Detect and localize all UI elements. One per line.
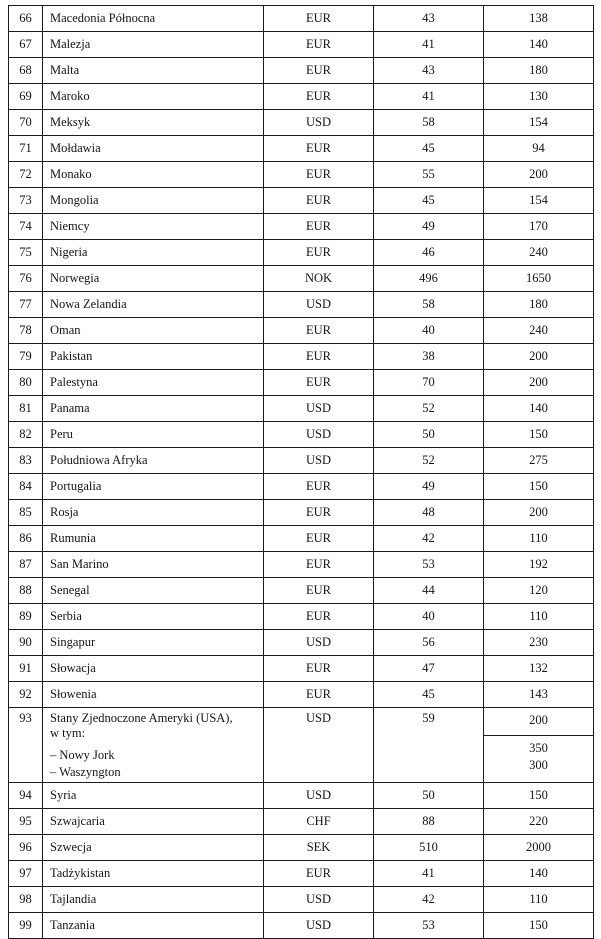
limit-country-value: 200 [484,708,593,736]
country-cell: Tanzania [43,913,264,939]
country-cell: Nowa Zelandia [43,292,264,318]
table-row [9,396,594,422]
table-row [9,266,594,292]
currency-cell: USD [264,708,374,783]
currency-cell: EUR [264,656,374,682]
allowance-cell: 56 [374,630,484,656]
allowance-cell: 44 [374,578,484,604]
row-number-cell: 73 [9,188,43,214]
limit-cell: 220 [484,809,594,835]
row-number-cell: 96 [9,835,43,861]
currency-cell: USD [264,783,374,809]
row-number-cell: 87 [9,552,43,578]
row-number-cell: 69 [9,84,43,110]
allowance-cell: 43 [374,6,484,32]
table-row [9,292,594,318]
limit-cell: 110 [484,526,594,552]
allowance-cell: 59 [374,708,484,783]
limit-cell: 230 [484,630,594,656]
table-row [9,887,594,913]
table-row [9,835,594,861]
allowance-cell: 45 [374,682,484,708]
limit-city-value: 300 [529,758,548,772]
currency-cell: SEK [264,835,374,861]
row-number-cell: 77 [9,292,43,318]
currency-cell: EUR [264,240,374,266]
country-cell: Serbia [43,604,264,630]
allowance-cell: 43 [374,58,484,84]
limit-cell: 130 [484,84,594,110]
allowance-cell: 41 [374,861,484,887]
currency-cell: EUR [264,500,374,526]
country-cell: Peru [43,422,264,448]
limit-cell: 150 [484,913,594,939]
currency-cell: USD [264,630,374,656]
limit-cell: 275 [484,448,594,474]
allowance-cell: 41 [374,84,484,110]
country-cell: Nigeria [43,240,264,266]
table-row [9,861,594,887]
allowance-cell: 50 [374,422,484,448]
row-number-cell: 75 [9,240,43,266]
allowance-cell: 42 [374,526,484,552]
allowance-cell: 49 [374,474,484,500]
row-number-cell: 79 [9,344,43,370]
limit-cell: 150 [484,783,594,809]
currency-cell: EUR [264,526,374,552]
limit-cell: 1650 [484,266,594,292]
limit-cell: 200 [484,500,594,526]
row-number-cell: 89 [9,604,43,630]
table-row [9,136,594,162]
country-cell: Meksyk [43,110,264,136]
limit-cell: 240 [484,240,594,266]
country-cell: Macedonia Północna [43,6,264,32]
allowance-cell: 48 [374,500,484,526]
country-cell: Portugalia [43,474,264,500]
row-number-cell: 91 [9,656,43,682]
limit-city-values [484,736,593,774]
country-cell: Niemcy [43,214,264,240]
row-number-cell: 99 [9,913,43,939]
allowance-cell: 53 [374,913,484,939]
currency-cell: EUR [264,604,374,630]
row-number-cell: 94 [9,783,43,809]
country-cell: Rosja [43,500,264,526]
currency-cell: USD [264,292,374,318]
currency-cell: EUR [264,578,374,604]
currency-cell: EUR [264,318,374,344]
row-number-cell: 93 [9,708,43,783]
country-cell: Maroko [43,84,264,110]
limit-cell: 140 [484,32,594,58]
currency-cell: EUR [264,6,374,32]
currency-cell: USD [264,422,374,448]
country-cell: Oman [43,318,264,344]
table-row [9,474,594,500]
limit-cell: 154 [484,110,594,136]
table-usa-section [9,708,594,783]
table-row [9,318,594,344]
allowance-cell: 38 [374,344,484,370]
country-cell: Szwecja [43,835,264,861]
table-row [9,370,594,396]
country-cell: Syria [43,783,264,809]
row-number-cell: 68 [9,58,43,84]
city-name: – Nowy Jork [50,748,115,762]
limit-cell: 192 [484,552,594,578]
country-cell: Mongolia [43,188,264,214]
row-number-cell: 84 [9,474,43,500]
row-number-cell: 90 [9,630,43,656]
table-row [9,344,594,370]
row-number-cell: 76 [9,266,43,292]
allowance-cell: 55 [374,162,484,188]
table-row-usa [9,708,594,783]
currency-cell: EUR [264,552,374,578]
limit-cell: 143 [484,682,594,708]
table-row [9,32,594,58]
limit-cell: 240 [484,318,594,344]
currency-cell: USD [264,887,374,913]
allowance-cell: 53 [374,552,484,578]
country-cell: Tajlandia [43,887,264,913]
table-row [9,448,594,474]
allowance-cell: 42 [374,887,484,913]
country-cell: Malezja [43,32,264,58]
limit-cell: 132 [484,656,594,682]
row-number-cell: 66 [9,6,43,32]
currency-cell: USD [264,913,374,939]
table-row [9,162,594,188]
limit-cell: 180 [484,58,594,84]
allowance-cell: 88 [374,809,484,835]
row-number-cell: 67 [9,32,43,58]
table-row [9,809,594,835]
country-cell: Mołdawia [43,136,264,162]
allowance-cell: 50 [374,783,484,809]
allowance-cell: 40 [374,318,484,344]
country-cell: Norwegia [43,266,264,292]
row-number-cell: 70 [9,110,43,136]
table-row [9,578,594,604]
currency-cell: EUR [264,370,374,396]
currency-cell: EUR [264,474,374,500]
allowance-cell: 45 [374,188,484,214]
country-cell: Rumunia [43,526,264,552]
table-row [9,240,594,266]
limit-cell: 138 [484,6,594,32]
limit-cell: 140 [484,396,594,422]
row-number-cell: 95 [9,809,43,835]
country-cell: Singapur [43,630,264,656]
currency-cell: USD [264,110,374,136]
country-cell: Malta [43,58,264,84]
table-row [9,84,594,110]
table-row [9,656,594,682]
limit-cell: 140 [484,861,594,887]
limit-cell: 110 [484,887,594,913]
per-diem-rates-table [8,5,594,939]
country-cell: San Marino [43,552,264,578]
limit-cell: 94 [484,136,594,162]
row-number-cell: 85 [9,500,43,526]
currency-cell: EUR [264,344,374,370]
currency-cell: EUR [264,32,374,58]
limit-cell: 200 [484,344,594,370]
table-rows-after-usa [9,783,594,939]
currency-cell: USD [264,396,374,422]
allowance-cell: 58 [374,110,484,136]
table-row [9,6,594,32]
currency-cell: EUR [264,162,374,188]
currency-cell: EUR [264,58,374,84]
country-cell: Palestyna [43,370,264,396]
country-cell: Panama [43,396,264,422]
currency-cell: USD [264,448,374,474]
allowance-cell: 45 [374,136,484,162]
limit-cell: 150 [484,474,594,500]
table-row [9,500,594,526]
table-row [9,783,594,809]
table-row [9,188,594,214]
country-name-block [50,711,259,741]
row-number-cell: 83 [9,448,43,474]
allowance-cell: 52 [374,396,484,422]
city-name: – Waszyngton [50,765,121,779]
allowance-cell: 40 [374,604,484,630]
limit-cell: 180 [484,292,594,318]
limit-cell: 154 [484,188,594,214]
limit-cell: 2000 [484,835,594,861]
country-cell [43,708,264,783]
allowance-cell: 52 [374,448,484,474]
row-number-cell: 92 [9,682,43,708]
row-number-cell: 86 [9,526,43,552]
limit-cell: 150 [484,422,594,448]
currency-cell: CHF [264,809,374,835]
allowance-cell: 47 [374,656,484,682]
allowance-cell: 510 [374,835,484,861]
limit-cell: 200 [484,162,594,188]
country-subheading: w tym: [50,726,86,740]
table-rows-before-usa [9,6,594,708]
country-cell: Pakistan [43,344,264,370]
country-cell: Słowacja [43,656,264,682]
table-row [9,682,594,708]
allowance-cell: 70 [374,370,484,396]
country-cell: Tadżykistan [43,861,264,887]
row-number-cell: 81 [9,396,43,422]
allowance-cell: 41 [374,32,484,58]
row-number-cell: 88 [9,578,43,604]
row-number-cell: 97 [9,861,43,887]
country-cell: Szwajcaria [43,809,264,835]
table-row [9,214,594,240]
country-cell: Słowenia [43,682,264,708]
table-row [9,110,594,136]
limit-cell: 200 [484,370,594,396]
country-name: Stany Zjednoczone Ameryki (USA), [50,711,233,725]
row-number-cell: 78 [9,318,43,344]
country-cell: Południowa Afryka [43,448,264,474]
limit-cell: 120 [484,578,594,604]
table-row [9,552,594,578]
limit-cell: 170 [484,214,594,240]
currency-cell: EUR [264,136,374,162]
currency-cell: EUR [264,214,374,240]
row-number-cell: 98 [9,887,43,913]
allowance-cell: 49 [374,214,484,240]
limit-cell: 110 [484,604,594,630]
row-number-cell: 72 [9,162,43,188]
allowance-cell: 58 [374,292,484,318]
allowance-cell: 46 [374,240,484,266]
row-number-cell: 74 [9,214,43,240]
limit-cell [484,708,594,783]
table-row [9,604,594,630]
currency-cell: EUR [264,188,374,214]
currency-cell: EUR [264,861,374,887]
country-cell: Monako [43,162,264,188]
row-number-cell: 82 [9,422,43,448]
table-row [9,630,594,656]
table-row [9,913,594,939]
table-row [9,526,594,552]
currency-cell: EUR [264,84,374,110]
row-number-cell: 80 [9,370,43,396]
limit-city-value: 350 [529,741,548,755]
currency-cell: EUR [264,682,374,708]
row-number-cell: 71 [9,136,43,162]
allowance-cell: 496 [374,266,484,292]
table-row [9,58,594,84]
country-cell: Senegal [43,578,264,604]
table-row [9,422,594,448]
currency-cell: NOK [264,266,374,292]
